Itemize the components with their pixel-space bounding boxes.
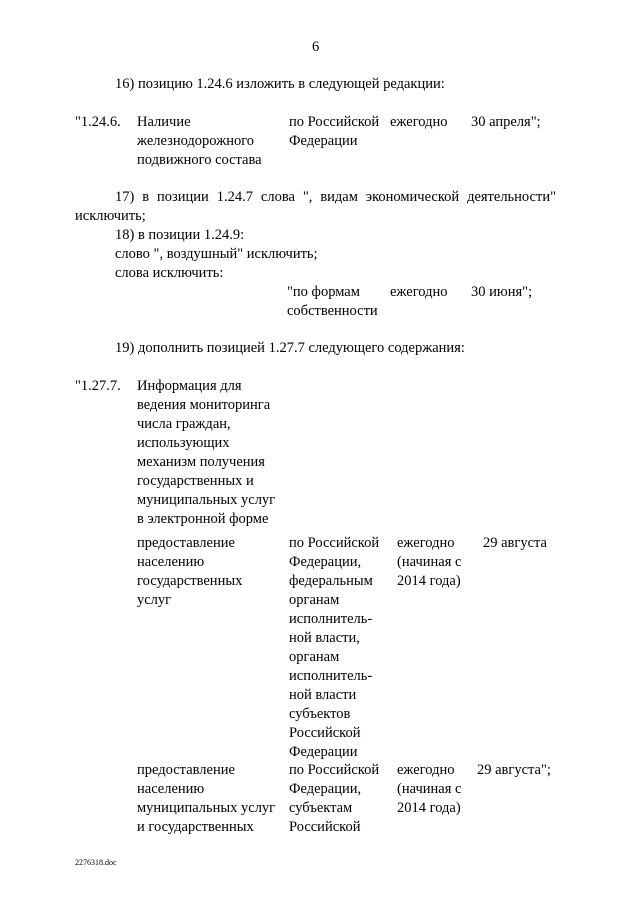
item-19-intro: 19) дополнить позицией 1.27.7 следующего содержания: (115, 340, 465, 356)
item-16-code: "1.24.6. (75, 114, 121, 130)
item-19-row-2-frequency: ежегодно (начиная с 2014 года) (397, 762, 462, 816)
item-16-breakdown: по Российской Федерации (289, 114, 380, 149)
item-19-row-1-breakdown: по Российской Федерации, федеральным органам исполнитель- ной власти, органам исполнитель- ной власти субъектов Российской Федерации (289, 535, 380, 760)
item-19-name: Информация для ведения мониторинга числа граждан, использующих механизм получения государственных и муниципальных услуг в электронной форме (137, 378, 276, 527)
item-16-frequency: ежегодно (390, 114, 448, 130)
page-number: 6 (312, 39, 320, 55)
item-18-line-2: слово ", воздушный" исключить; (115, 246, 318, 262)
item-18-frequency: ежегодно (390, 284, 448, 300)
item-18-deadline: 30 июня"; (471, 284, 533, 300)
item-19-row-2-breakdown: по Российской Федерации, субъектам Российской (289, 762, 380, 835)
item-17-line-2: исключить; (75, 208, 146, 224)
item-19-row-2-name: предоставление населению муниципальных услуг и государственных (137, 762, 276, 835)
item-18-breakdown: "по формам собственности (287, 284, 378, 319)
item-16-intro: 16) позицию 1.24.6 изложить в следующей редакции: (115, 76, 445, 92)
footer-filename: 2276318.doc (75, 858, 117, 867)
item-19-code: "1.27.7. (75, 378, 121, 394)
item-18-line-1: 18) в позиции 1.24.9: (115, 227, 245, 243)
item-18-line-3: слова исключить: (115, 265, 224, 281)
item-19-row-1-name: предоставление населению государственных услуг (137, 535, 243, 608)
item-17-line-1: 17) в позиции 1.24.7 слова ", видам экономической деятельности" (115, 189, 556, 205)
item-19-row-1-deadline: 29 августа (483, 535, 547, 551)
item-16-deadline: 30 апреля"; (471, 114, 541, 130)
item-16-name: Наличие железнодорожного подвижного состава (137, 114, 262, 168)
item-19-row-2-deadline: 29 августа"; (477, 762, 551, 778)
item-19-row-1-frequency: ежегодно (начиная с 2014 года) (397, 535, 462, 589)
